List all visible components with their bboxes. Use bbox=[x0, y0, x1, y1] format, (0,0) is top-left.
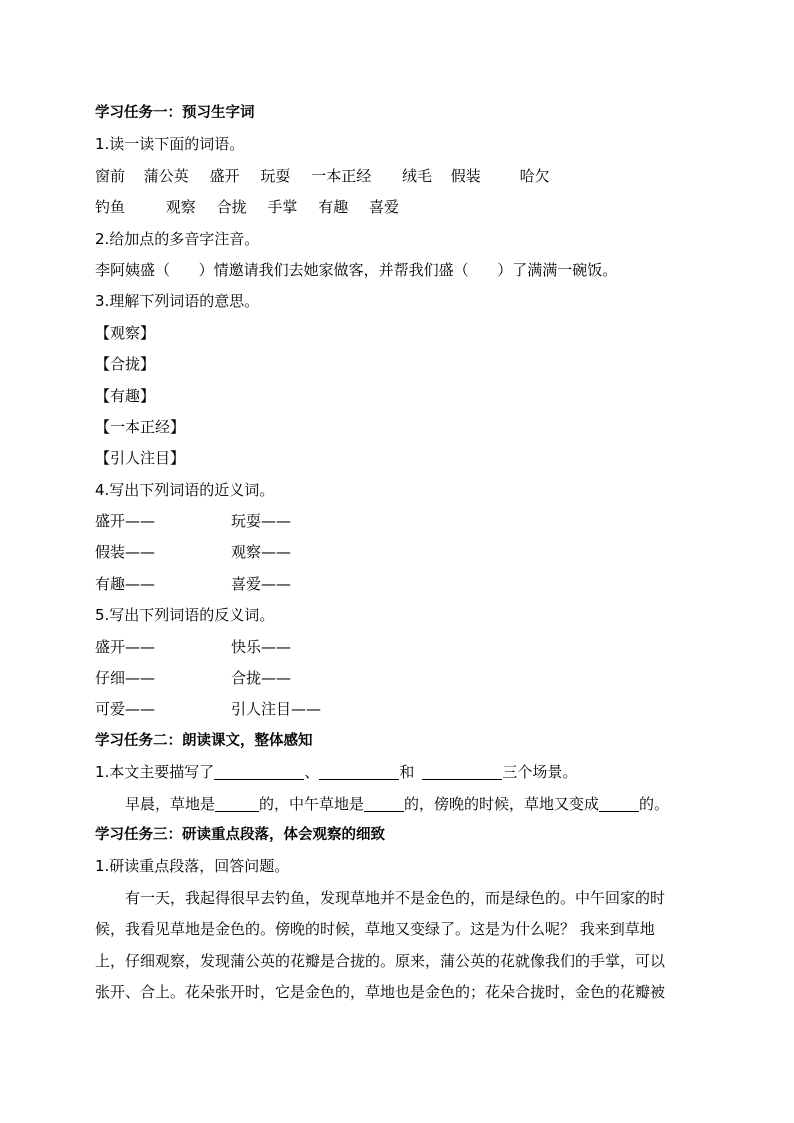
answer-blank[interactable] bbox=[319, 761, 399, 780]
word: 玩耍 bbox=[260, 166, 291, 185]
term-item: 【观察】 bbox=[95, 323, 156, 342]
sentence-part: 的，傍晚的时候，草地又变成 bbox=[404, 794, 600, 813]
synonym-right: 玩耍—— bbox=[231, 512, 292, 531]
sentence-part: 的。 bbox=[639, 794, 670, 813]
synonym-left: 假装—— bbox=[95, 543, 156, 562]
polyphone-sentence: 李阿姨盛（ ）情邀请我们去她家做客，并帮我们盛（ ）了满满一碗饭。 bbox=[95, 260, 618, 279]
word: 哈欠 bbox=[519, 166, 550, 185]
reading-passage bbox=[95, 883, 714, 1009]
passage-line: 张开、合上。花朵张开时，它是金色的，草地也是金色的；花朵合拢时，金色的花瓣被 bbox=[95, 982, 666, 1001]
antonym-row bbox=[95, 663, 714, 694]
antonym-row bbox=[95, 632, 714, 663]
synonym-left: 盛开—— bbox=[95, 512, 156, 531]
task3-title: 学习任务三：研读重点段落，体会观察的细致 bbox=[95, 826, 385, 843]
passage-line: 有一天，我起得很早去钓鱼，发现草地并不是金色的，而是绿色的。中午回家的时 bbox=[125, 888, 666, 907]
antonym-left: 可爱—— bbox=[95, 700, 156, 719]
word: 钓鱼 bbox=[95, 198, 126, 217]
task1-q4: 4.写出下列词语的近义词。 bbox=[95, 480, 275, 499]
scene-and: 和 bbox=[399, 763, 415, 782]
synonym-right: 喜爱—— bbox=[231, 574, 292, 593]
word: 绒毛 bbox=[401, 166, 432, 185]
task2-sentence bbox=[95, 789, 714, 820]
task2-q1 bbox=[95, 757, 714, 788]
scene-end: 三个场景。 bbox=[502, 763, 578, 782]
word-row-1 bbox=[95, 161, 714, 192]
word: 手掌 bbox=[267, 198, 298, 217]
synonym-row bbox=[95, 537, 714, 568]
word-row-2 bbox=[95, 192, 714, 223]
word: 观察 bbox=[165, 198, 196, 217]
answer-blank[interactable] bbox=[599, 793, 639, 812]
antonym-row bbox=[95, 694, 714, 725]
word: 窗前 bbox=[95, 166, 126, 185]
sentence-part: 早晨，草地是 bbox=[125, 794, 216, 813]
antonym-left: 仔细—— bbox=[95, 669, 156, 688]
scene-sep: 、 bbox=[304, 763, 320, 782]
antonym-left: 盛开—— bbox=[95, 637, 156, 656]
task2-title: 学习任务二：朗读课文，整体感知 bbox=[95, 732, 313, 749]
answer-blank[interactable] bbox=[214, 761, 304, 780]
word: 蒲公英 bbox=[143, 166, 189, 185]
task1-q2: 2.给加点的多音字注音。 bbox=[95, 229, 260, 248]
task1-title: 学习任务一：预习生字词 bbox=[95, 105, 255, 121]
synonym-row bbox=[95, 506, 714, 537]
synonym-left: 有趣—— bbox=[95, 574, 156, 593]
term-item: 【一本正经】 bbox=[95, 417, 186, 436]
task1-q1: 1.读一读下面的词语。 bbox=[95, 135, 245, 154]
synonym-row bbox=[95, 569, 714, 600]
passage-line: 候，我看见草地是金色的。傍晚的时候，草地又变绿了。这是为什么呢？ 我来到草地 bbox=[95, 920, 655, 939]
word: 假装 bbox=[450, 166, 481, 185]
term-item: 【引人注目】 bbox=[95, 449, 186, 468]
sentence-part: 的，中午草地是 bbox=[259, 794, 365, 813]
antonym-right: 合拢—— bbox=[231, 669, 292, 688]
word: 喜爱 bbox=[368, 198, 399, 217]
synonym-right: 观察—— bbox=[231, 543, 292, 562]
task1-q5: 5.写出下列词语的反义词。 bbox=[95, 606, 275, 625]
antonym-right: 引人注目—— bbox=[231, 700, 322, 719]
term-item: 【有趣】 bbox=[95, 386, 156, 405]
word: 盛开 bbox=[209, 166, 240, 185]
task1-q3: 3.理解下列词语的意思。 bbox=[95, 292, 260, 311]
scene-prompt: 1.本文主要描写了 bbox=[95, 763, 215, 782]
answer-blank[interactable] bbox=[215, 793, 259, 812]
passage-line: 上，仔细观察，发现蒲公英的花瓣是合拢的。原来，蒲公英的花就像我们的手掌，可以 bbox=[95, 951, 666, 970]
word: 合拢 bbox=[216, 198, 247, 217]
answer-blank[interactable] bbox=[422, 761, 502, 780]
word: 有趣 bbox=[318, 198, 349, 217]
antonym-right: 快乐—— bbox=[231, 637, 292, 656]
term-item: 【合拢】 bbox=[95, 355, 156, 374]
task3-q1: 1.研读重点段落，回答问题。 bbox=[95, 857, 290, 876]
word: 一本正经 bbox=[311, 166, 372, 185]
answer-blank[interactable] bbox=[364, 793, 404, 812]
